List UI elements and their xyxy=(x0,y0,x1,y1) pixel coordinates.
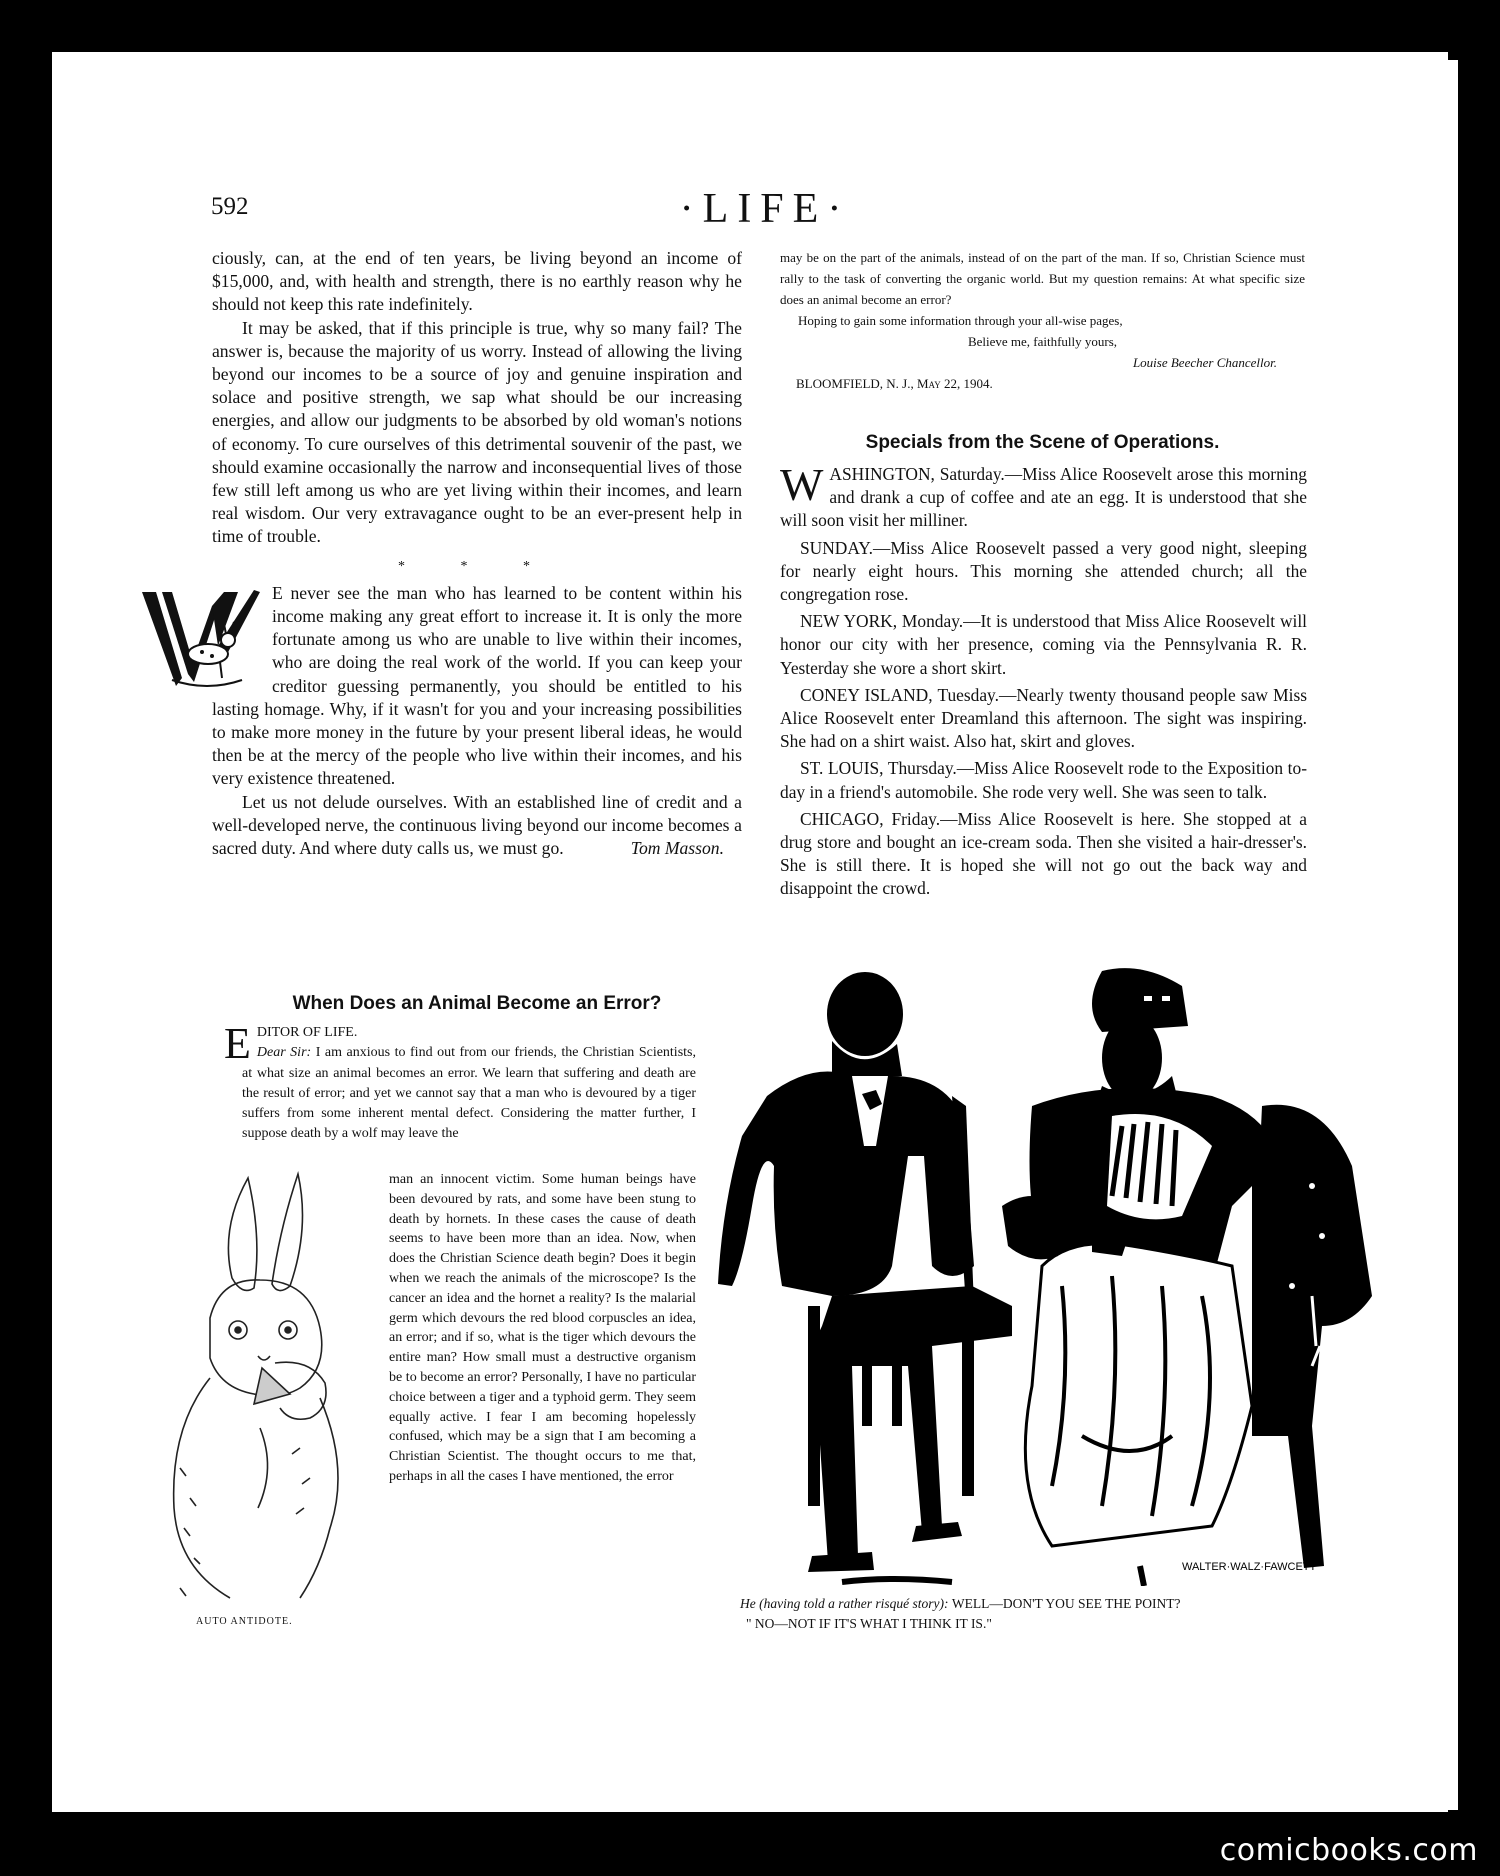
essay-paragraph: ciously, can, at the end of ten years, be living beyond an income of $15,000, and, with health and strength, there is no earthly reason why he should not keep this rate indefinitely. xyxy=(212,248,742,315)
caption-line: " NO—NOT IF IT'S WHAT I THINK IT IS." xyxy=(746,1616,992,1631)
special-item: NEW YORK, Monday.—It is understood that Miss Alice Roosevelt will honor our city with her presence, coming via the Pennsylvania R. R. Yesterday she wore a short skirt. xyxy=(780,611,1307,678)
essay-paragraph: E never see the man who has learned to be content within his income making any great effort to increase it. It is only the more fortunate among us who are unable to live within their incomes, who are doing the real work of the world. If you can keep your creditor guessing permanently, you should be entitled to his lasting homage. Why, if it wasn't for you and your increasing possibilities to make more money in the future by your present liberal ideas, he would then be at the mercy of the people who live within their incomes, and his very existence threatened. xyxy=(212,582,742,791)
silhouette-cartoon-illustration xyxy=(712,966,1380,1586)
special-item: CONEY ISLAND, Tuesday.—Nearly twenty thousand people saw Miss Alice Roosevelt enter Dreamland this afternoon. The sight was inspiring. She had on a shirt waist. Also hat, skirt and gloves. xyxy=(780,684,1307,752)
special-item: SUNDAY.—Miss Alice Roosevelt passed a very good night, sleeping for nearly eight hours. This morning she attended church; all the congregation rose. xyxy=(780,537,1307,605)
article-heading-specials: Specials from the Scene of Operations. xyxy=(865,432,1220,453)
site-watermark: comicbooks.com xyxy=(1219,1833,1478,1868)
caption-line: WELL—DON'T YOU SEE THE POINT? xyxy=(951,1596,1181,1611)
drop-cap-w: W xyxy=(780,459,824,510)
letter-dateline: BLOOMFIELD, N. J., May 22, 1904. xyxy=(796,376,993,391)
section-separator: * * * xyxy=(398,558,556,574)
next-page-edge xyxy=(1440,60,1458,1810)
page-number: 592 xyxy=(211,193,249,220)
special-item: CHICAGO, Friday.—Miss Alice Roosevelt is here. She stopped at a drug store and bought an ice-cream soda. Then she visited a hair-dresser's. She is still there. It is hoped she will not go out the back way and disappoint the crowd. xyxy=(780,808,1307,899)
specials-column xyxy=(780,459,1308,905)
letter-closing: Hoping to gain some information through your all-wise pages, xyxy=(798,313,1123,328)
letter-text: may be on the part of the animals, instead of on the part of the man. If so, Christian Science must rally to the task of converting the organic world. But my question remains: At what specific size does an animal become an error? xyxy=(780,250,1305,307)
cartoon-caption xyxy=(740,1594,1340,1634)
artist-signature: WALTER·WALZ·FAWCETT xyxy=(1182,1561,1317,1573)
caption-speaker: He (having told a rather risqué story): xyxy=(740,1596,949,1611)
masthead-title: ·LIFE· xyxy=(679,186,851,232)
letter-body-top xyxy=(224,1019,696,1145)
letter-salutation: DITOR OF LIFE. xyxy=(256,1025,358,1040)
decorative-w-initial-illustration xyxy=(142,586,260,692)
letter-closing: Believe me, faithfully yours, xyxy=(967,334,1118,349)
rabbit-illustration xyxy=(150,1168,375,1608)
left-column xyxy=(212,247,742,860)
special-item: ST. LOUIS, Thursday.—Miss Alice Roosevelt rode to the Exposition to-day in a friend's automobile. She rode very well. She was seen to talk. xyxy=(780,758,1307,802)
essay-signature: Tom Masson. xyxy=(630,838,724,859)
essay-paragraph: Let us not delude ourselves. With an established line of credit and a well-developed nerve, the continuous living beyond our income becomes a sacred duty. And where duty calls us, we must go. Tom Masson. xyxy=(212,791,742,861)
letter-text: I am anxious to find out from our friends, the Christian Scientists, at what size an animal becomes an error. We learn that suffering and death are the result of error; and yet we cannot say that a man who is devoured by a tiger suffers from some inherent mental defect. Considering the matter further, I suppose death by a wolf may leave the xyxy=(242,1045,696,1142)
dear-sir: Dear Sir: xyxy=(256,1045,312,1061)
special-item: WASHINGTON, Saturday.—Miss Alice Roosevelt arose this morning and drank a cup of coffee and ate an egg. It is understood that she will soon visit her milliner. xyxy=(780,459,1308,531)
letter-body-inset: man an innocent victim. Some human beings have been devoured by rats, and some have been stung to death by hornets. In these cases the cause of death seems to have been more than an idea. Now, when does the Christian Science death begin? Does it begin when we reach the animals of the microscope? Is the cancer an idea and the hornet a reality? Is the malarial germ which devours the red blood corpuscles an idea, an error; and if so, what is the tiger which devours the entire man? How small must a destructive organism be to become an error? Personally, I have no particular choice between a tiger and a typhoid germ. They seem equally active. I fear I am becoming hopelessly confused, which may be a sign that I am becoming a Christian Scientist. The thought occurs to me that, perhaps in all the cases I have mentioned, the error xyxy=(389,1172,696,1484)
letter-signature: Louise Beecher Chancellor. xyxy=(1132,355,1277,370)
drop-cap-e: E xyxy=(224,1019,251,1068)
article-heading-animal-error: When Does an Animal Become an Error? xyxy=(292,993,662,1014)
illustration-caption: AUTO ANTIDOTE. xyxy=(196,1616,293,1627)
letter-continued xyxy=(780,247,1305,394)
essay-paragraph: It may be asked, that if this principle is true, why so many fail? The answer is, because the majority of us worry. Instead of allowing the living beyond our incomes to be a source of joy and genuine inspiration and solace and positive strength, we sap what should be our increasing energies, and allow our judgments to be absorbed by old woman's notions of economy. To cure ourselves of this detrimental souvenir of the past, we should examine occasionally the narrow and inconsequential lives of those few still left among us who are yet living within their incomes, and learn real wisdom. Our very extravagance ought to be an ever-present help in time of trouble. xyxy=(212,317,742,547)
